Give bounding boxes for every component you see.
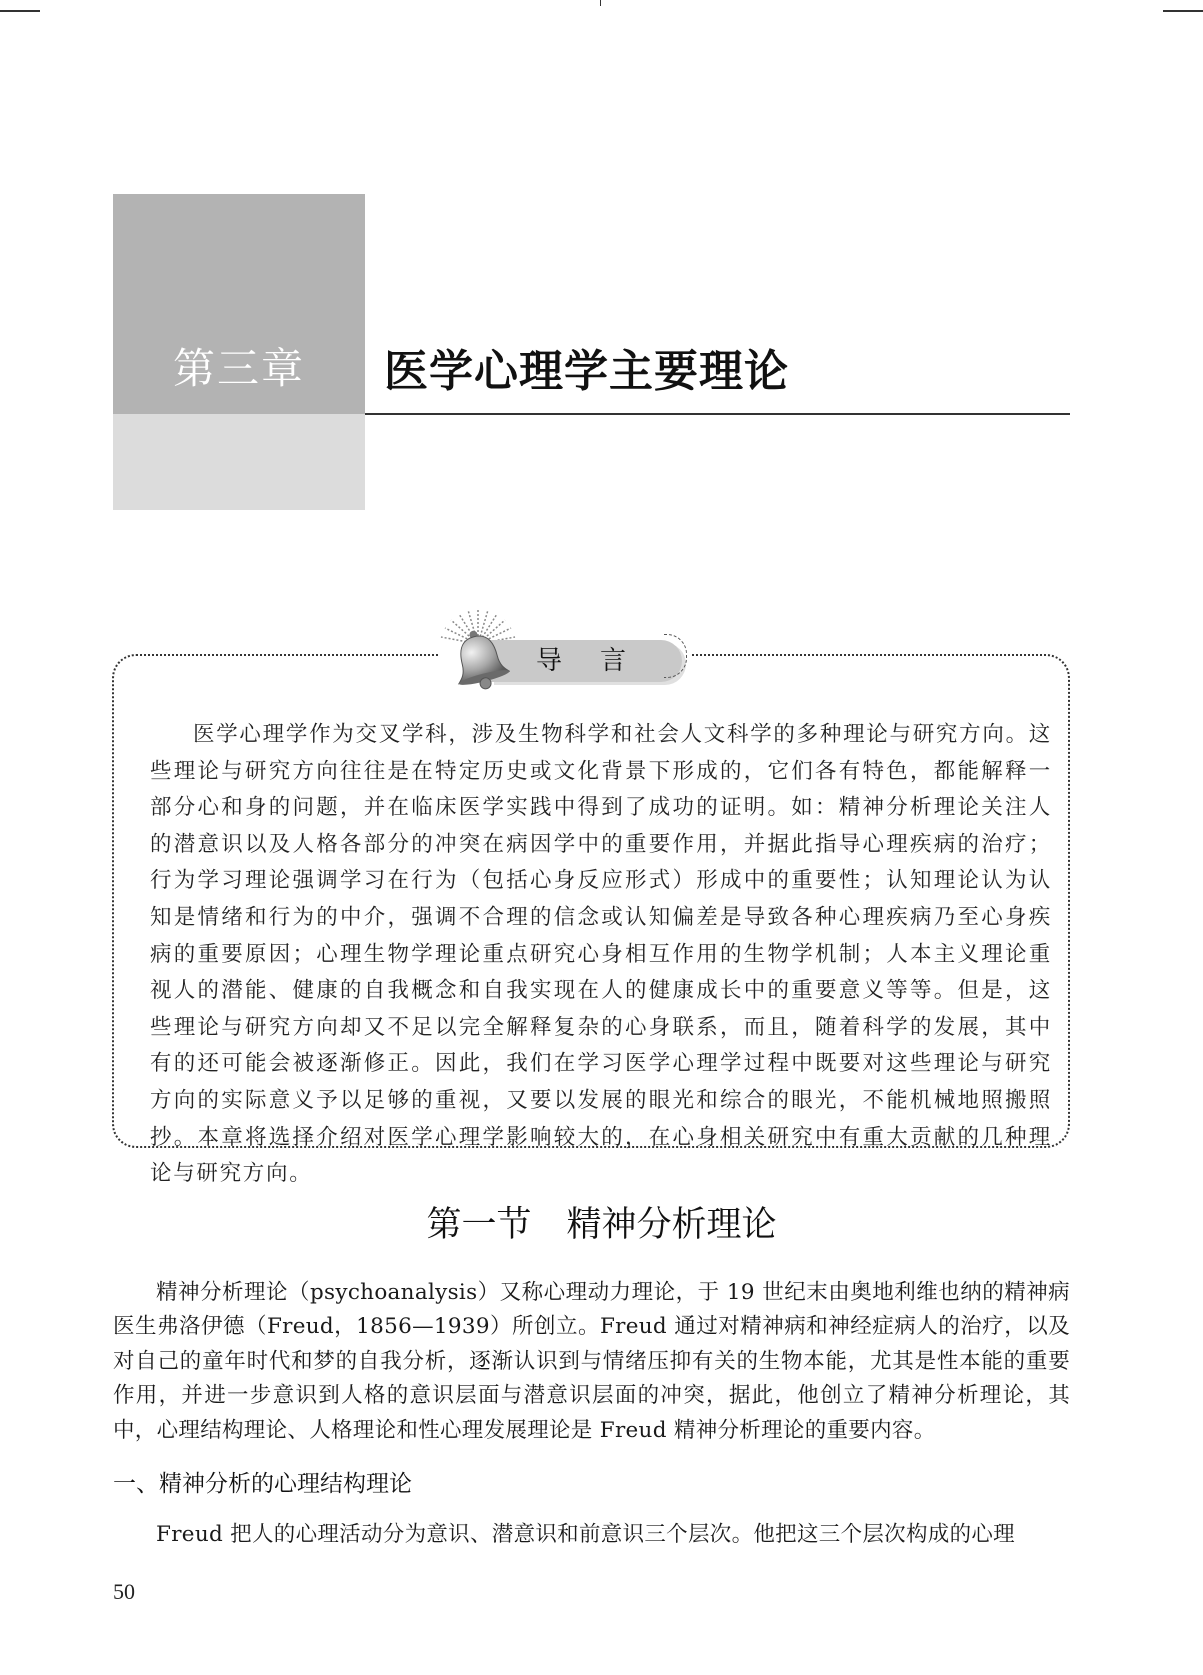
crop-mark-top-left — [0, 10, 40, 12]
subsection-title: 一、精神分析的心理结构理论 — [113, 1471, 412, 1497]
subsection-paragraph: Freud 把人的心理活动分为意识、潜意识和前意识三个层次。他把这三个层次构成的心理 — [156, 1522, 1015, 1547]
bell-icon — [450, 628, 510, 694]
crop-mark-top-right — [1163, 10, 1203, 12]
intro-paragraph: 医学心理学作为交叉学科，涉及生物科学和社会人文科学的多种理论与研究方向。这些理论与研究方向往往是在特定历史或文化背景下形成的，它们各有特色，都能解释一部分心和身的问题，并在临床医学实践中得到了成功的证明。如：精神分析理论关注人的潜意识以及人格各部分的冲突在病因学中的重要作用，并据此指导心理疾病的治疗；行为学习理论强调学习在行为（包括心身反应形式）形成中的重要性；认知理论认为认知是情绪和行为的中介，强调不合理的信念或认知偏差是导致各种心理疾病乃至心身疾病的重要原因；心理生物学理论重点研究心身相互作用的生物学机制；人本主义理论重视人的潜能、健康的自我概念和自我实现在人的健康成长中的重要意义等等。但是，这些理论与研究方向却又不足以完全解释复杂的心身联系，而且，随着科学的发展，其中有的还可能会被逐渐修正。因此，我们在学习医学心理学过程中既要对这些理论与研究方向的实际意义予以足够的重视，又要以发展的眼光和综合的眼光，不能机械地照搬照抄。本章将选择介绍对医学心理学影响较大的，在心身相关研究中有重大贡献的几种理论与研究方向。 — [150, 722, 1052, 1187]
section-title: 第一节 精神分析理论 — [426, 1205, 777, 1245]
chapter-title: 医学心理学主要理论 — [384, 346, 789, 397]
intro-heading: 导言 — [536, 646, 665, 676]
chapter-title-rule — [365, 413, 1070, 415]
page-number: 50 — [113, 1579, 135, 1604]
chapter-header-block-lower — [113, 414, 365, 510]
chapter-number: 第三章 — [172, 344, 305, 393]
crop-mark-top-center — [600, 0, 601, 6]
section-paragraph: 精神分析理论（psychoanalysis）又称心理动力理论，于 19 世纪末由奥地利维也纳的精神病医生弗洛伊德（Freud，1856—1939）所创立。Freud 通过对精神病和神经症病人的治疗，以及对自己的童年时代和梦的自我分析，逐渐认识到与情绪压抑有关的生物本能，尤其是性本能的重要作用，并进一步意识到人格的意识层面与潜意识层面的冲突，据此，他创立了精神分析理论，其中，心理结构理论、人格理论和性心理发展理论是 Freud 精神分析理论的重要内容。 — [113, 1280, 1070, 1443]
